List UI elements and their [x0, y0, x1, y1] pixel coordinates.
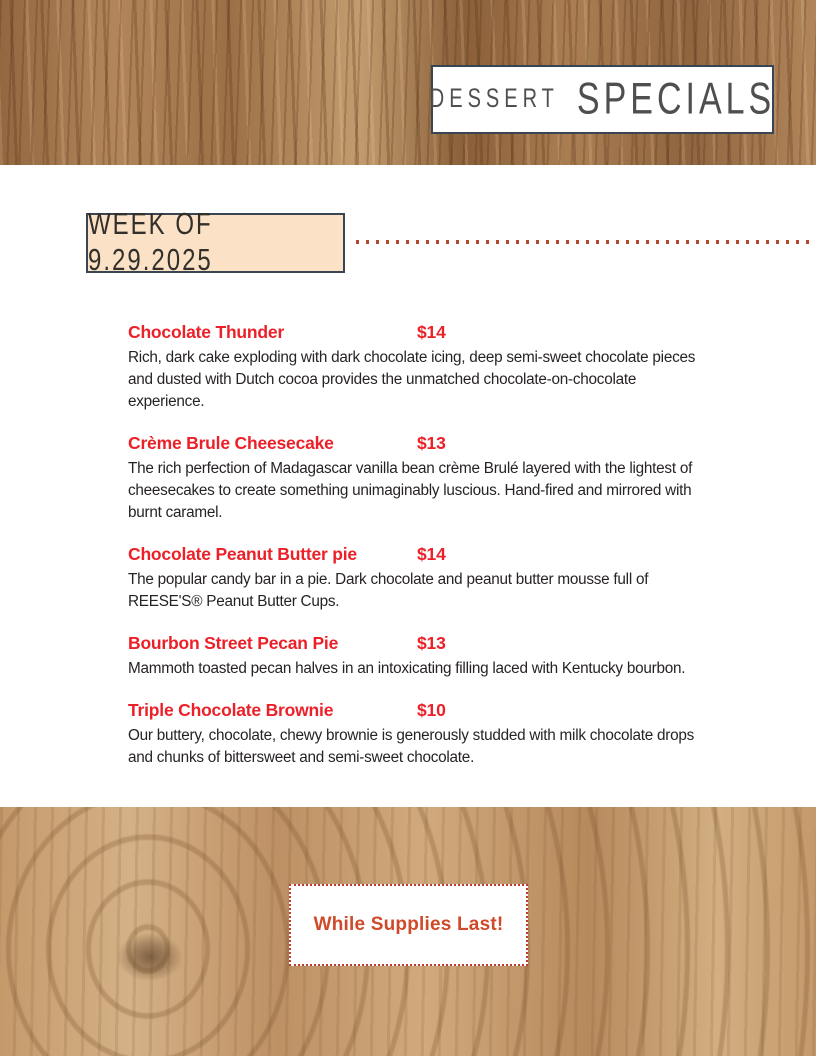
- menu-item-head: [128, 322, 713, 344]
- item-description: The rich perfection of Madagascar vanilla bean crème Brulé layered with the lightest of cheesecakes to create something unimaginably luscious. Hand-fired and mirrored with burnt caramel.: [128, 460, 693, 521]
- menu-item-head: [128, 700, 713, 722]
- menu-item: [128, 544, 713, 613]
- week-banner-label: WEEK OF 9.29.2025: [88, 207, 213, 278]
- item-name: Triple Chocolate Brownie: [128, 700, 334, 720]
- item-name: Chocolate Thunder: [128, 322, 285, 342]
- menu-item: [128, 433, 713, 524]
- footer-note-box: [289, 884, 528, 966]
- item-description: Rich, dark cake exploding with dark chocolate icing, deep semi-sweet chocolate pieces and dusted with Dutch cocoa provides the unmatched chocolate-on-chocolate experience.: [128, 349, 696, 410]
- item-price: $10: [417, 700, 446, 720]
- header-box: [431, 65, 774, 134]
- item-description: Mammoth toasted pecan halves in an intoxicating filling laced with Kentucky bourbon.: [128, 660, 686, 677]
- menu-item-head: [128, 544, 713, 566]
- item-name: Bourbon Street Pecan Pie: [128, 633, 339, 653]
- dotted-separator: [356, 240, 816, 244]
- item-price: $13: [417, 633, 446, 653]
- menu-item-head: [128, 433, 713, 455]
- item-price: $13: [417, 433, 446, 453]
- menu-item: [128, 700, 713, 769]
- item-name: Crème Brule Cheesecake: [128, 433, 334, 453]
- menu-item-head: [128, 633, 713, 655]
- item-description: Our buttery, chocolate, chewy brownie is generously studded with milk chocolate drops and chunks of bittersweet and semi-sweet chocolate.: [128, 727, 694, 766]
- item-price: $14: [417, 322, 446, 342]
- page-title: SPECIALS: [576, 73, 776, 124]
- header-kicker: DESSERT: [429, 84, 559, 114]
- menu-item: [128, 633, 713, 680]
- menu-list: [128, 322, 713, 789]
- footer-note-label: While Supplies Last!: [313, 914, 504, 935]
- item-name: Chocolate Peanut Butter pie: [128, 544, 357, 564]
- item-description: The popular candy bar in a pie. Dark chocolate and peanut butter mousse full of REESE'S® Peanut Butter Cups.: [128, 571, 649, 610]
- week-banner: [86, 207, 345, 278]
- item-price: $14: [417, 544, 446, 564]
- menu-item: [128, 322, 713, 413]
